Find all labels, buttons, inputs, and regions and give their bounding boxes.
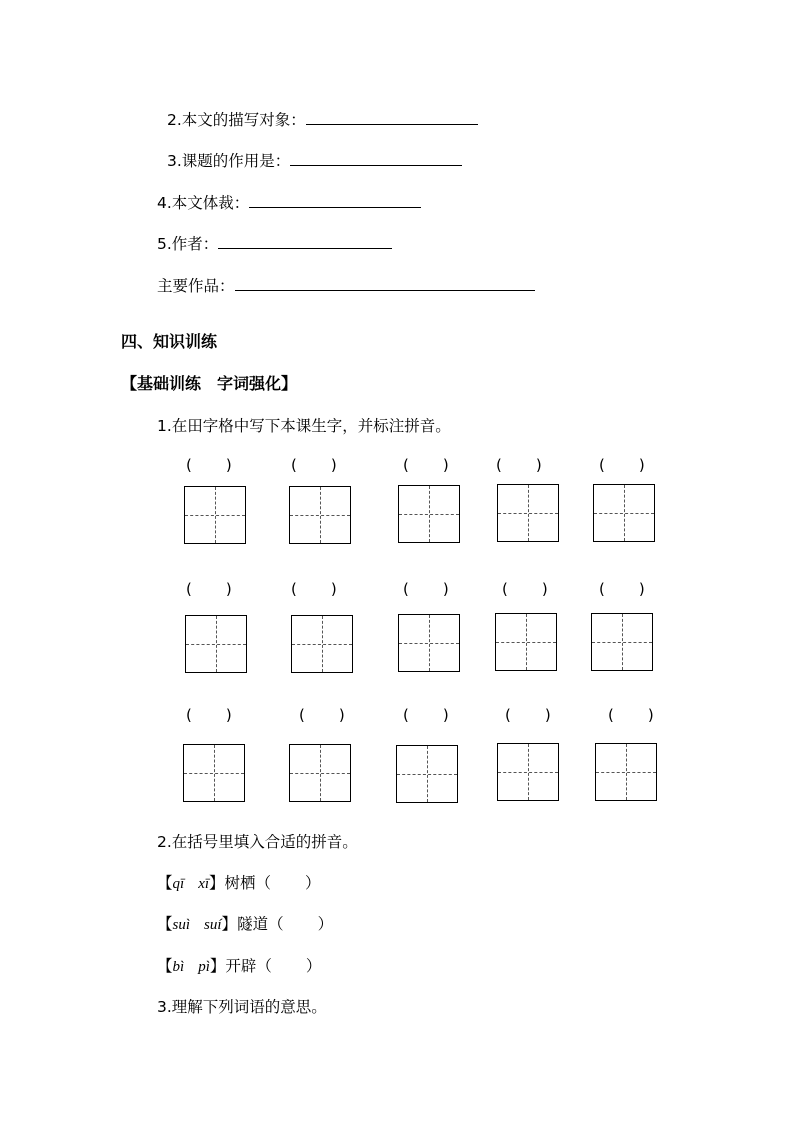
question-label: 4.本文体裁： — [157, 194, 250, 212]
pinyin-paren[interactable]: ( ) — [186, 580, 232, 598]
tianzige-grid[interactable] — [398, 485, 460, 543]
pinyin-paren[interactable]: ( ) — [599, 456, 645, 474]
pinyin-option: qī — [172, 876, 185, 892]
tianzige-grid[interactable] — [291, 615, 353, 673]
answer-blank[interactable] — [218, 234, 392, 249]
question-main-works — [157, 276, 535, 296]
tianzige-grid[interactable] — [497, 743, 559, 801]
pinyin-option: suí — [204, 917, 222, 933]
tianzige-grid[interactable] — [289, 744, 351, 802]
pinyin-option: pì — [198, 959, 210, 975]
subtitle-left: 【基础训练 — [121, 374, 202, 393]
tianzige-grid[interactable] — [185, 615, 247, 673]
section-title: 四、知识训练 — [121, 332, 218, 351]
pinyin-option: xī — [198, 876, 210, 892]
tianzige-grid[interactable] — [593, 484, 655, 542]
tianzige-grid[interactable] — [591, 613, 653, 671]
pinyin-paren[interactable]: ( ) — [291, 580, 337, 598]
exercise-3-label: 3.理解下列词语的意思。 — [157, 998, 327, 1016]
pinyin-paren[interactable]: ( ) — [403, 456, 449, 474]
pinyin-item: 【bì pì】开辟（ ） — [157, 957, 322, 975]
question-author — [157, 234, 392, 254]
question-label: 3.课题的作用是： — [167, 152, 291, 170]
question-title-function — [167, 151, 462, 171]
question-label: 2.本文的描写对象： — [167, 111, 306, 129]
tianzige-grid[interactable] — [396, 745, 458, 803]
pinyin-paren[interactable]: ( ) — [403, 706, 449, 724]
tianzige-grid[interactable] — [184, 486, 246, 544]
pinyin-paren[interactable]: ( ) — [186, 456, 232, 474]
pinyin-paren[interactable]: ( ) — [599, 580, 645, 598]
pinyin-item: 【suì suí】隧道（ ） — [157, 915, 334, 933]
exercise-1-label: 1.在田字格中写下本课生字，并标注拼音。 — [157, 417, 451, 435]
pinyin-paren[interactable]: ( ) — [291, 456, 337, 474]
pinyin-paren[interactable]: ( ) — [186, 706, 232, 724]
answer-blank[interactable] — [235, 276, 535, 291]
tianzige-grid[interactable] — [289, 486, 351, 544]
exercise-2-label: 2.在括号里填入合适的拼音。 — [157, 833, 358, 851]
question-label: 5.作者： — [157, 235, 219, 253]
section-subtitle — [121, 374, 297, 394]
pinyin-paren[interactable]: ( ) — [608, 706, 654, 724]
pinyin-option: bì — [172, 959, 185, 975]
tianzige-grid[interactable] — [497, 484, 559, 542]
answer-blank[interactable] — [290, 151, 462, 166]
answer-blank[interactable] — [306, 110, 478, 125]
pinyin-paren[interactable]: ( ) — [496, 456, 542, 474]
question-genre — [157, 193, 421, 213]
tianzige-grid[interactable] — [398, 614, 460, 672]
pinyin-item: 【qī xī】树栖（ ） — [157, 874, 321, 892]
pinyin-paren[interactable]: ( ) — [502, 580, 548, 598]
pinyin-paren[interactable]: ( ) — [403, 580, 449, 598]
answer-blank[interactable] — [249, 193, 421, 208]
question-label: 主要作品： — [157, 277, 235, 295]
question-description-object — [167, 110, 478, 130]
tianzige-grid[interactable] — [183, 744, 245, 802]
subtitle-right: 字词强化】 — [217, 374, 298, 393]
word: 开辟（ — [225, 957, 272, 975]
pinyin-paren[interactable]: ( ) — [505, 706, 551, 724]
pinyin-option: suì — [172, 917, 191, 933]
word: 树栖（ — [224, 874, 272, 892]
tianzige-grid[interactable] — [595, 743, 657, 801]
tianzige-grid[interactable] — [495, 613, 557, 671]
word: 隧道（ — [237, 915, 284, 933]
pinyin-paren[interactable]: ( ) — [299, 706, 345, 724]
